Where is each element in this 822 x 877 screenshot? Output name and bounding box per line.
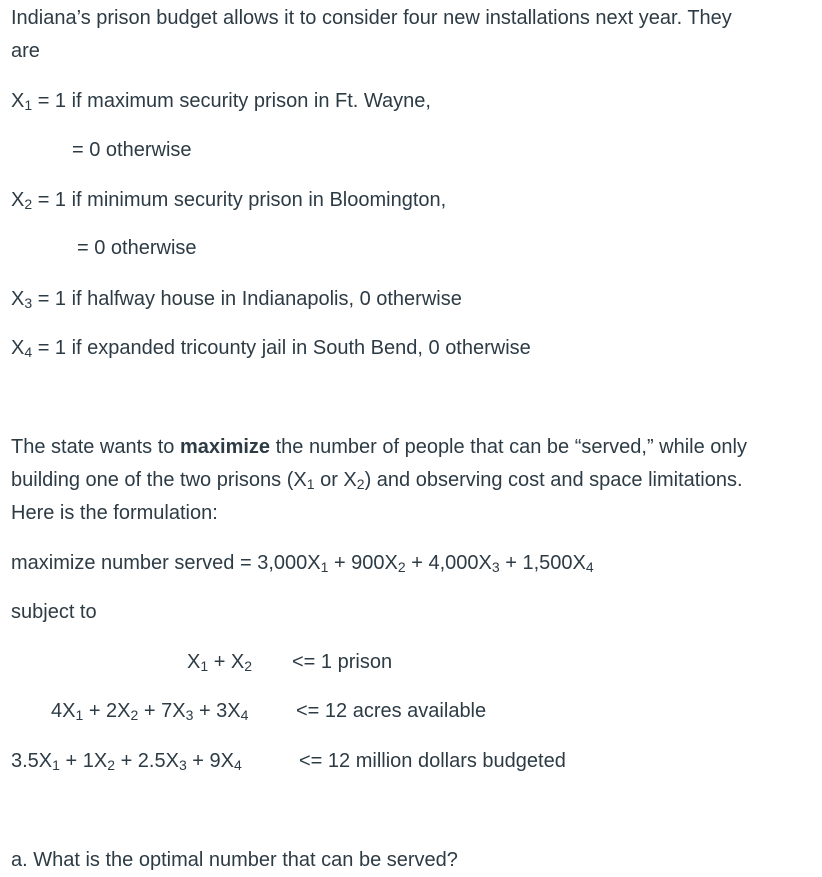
constraint-1-lhs: $X_1 + X_2$ <box>187 651 253 674</box>
constraint-2-lhs: $4X_1 + 2X_2 + 7X_3 + 3X_4$ <box>51 700 249 723</box>
variable-x1-otherwise: = 0 otherwise <box>72 139 192 161</box>
variable-x3-definition: $X_3 = 1$ if halfway house in Indianapolis, 0 otherwise <box>11 288 462 311</box>
constraint-2-rhs: <= 12 acres available <box>296 700 487 722</box>
variable-x2-otherwise: = 0 otherwise <box>77 237 197 259</box>
subject-to-label: subject to <box>11 601 97 623</box>
question-a: a. What is the optimal number that can be served? <box>11 849 458 871</box>
objective-function: maximize number served = $3,000X_1 + 900X_2 + 4,000X_3 + 1,500X_4$ <box>11 552 594 575</box>
objective-paragraph-line-1: The state wants to maximize the number of people that can be “served,” while only <box>11 436 747 458</box>
variable-x1-definition: $X_1 = 1$ if maximum security prison in Ft. Wayne, <box>11 90 431 113</box>
objective-paragraph-line-2: building one of the two prisons ($X_1$ or $X_2$) and observing cost and space limitations. <box>11 469 743 492</box>
objective-paragraph-line-3: Here is the formulation: <box>11 502 218 524</box>
intro-line-1: Indiana’s prison budget allows it to consider four new installations next year. They <box>11 7 732 29</box>
constraint-3-rhs: <= 12 million dollars budgeted <box>299 750 566 772</box>
constraint-3-lhs: $3.5X_1 + 1X_2 + 2.5X_3 + 9X_4$ <box>11 750 242 773</box>
constraint-1-rhs: <= 1 prison <box>292 651 393 673</box>
variable-x4-definition: $X_4 = 1$ if expanded tricounty jail in South Bend, 0 otherwise <box>11 337 531 360</box>
variable-x2-definition: $X_2 = 1$ if minimum security prison in Bloomington, <box>11 189 447 212</box>
intro-line-2: are <box>11 40 40 62</box>
